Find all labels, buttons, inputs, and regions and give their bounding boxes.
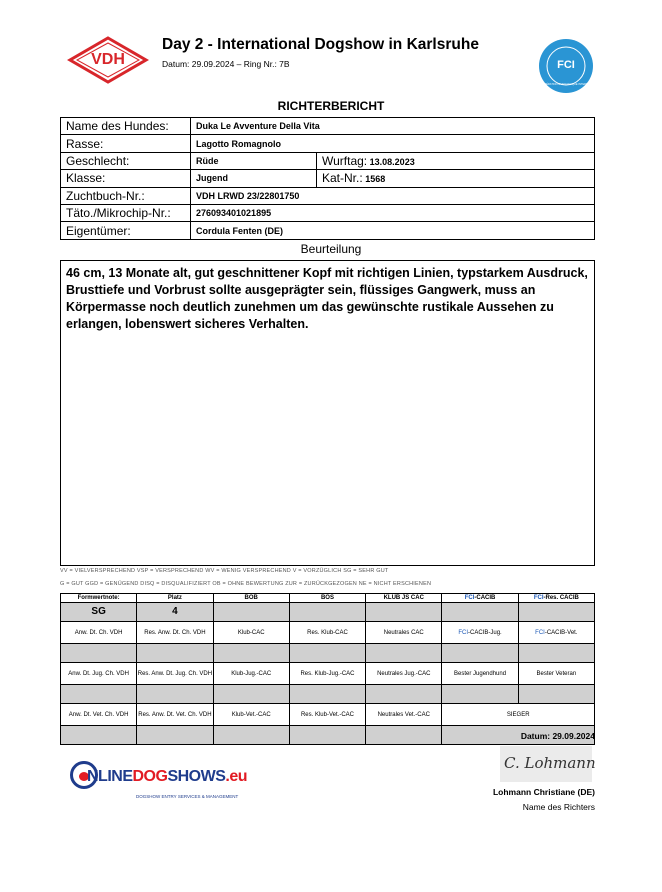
grid-cell [442,644,518,663]
page-title: Day 2 - International Dogshow in Karlsruhe [162,36,479,53]
header-cacib [442,594,518,603]
grid-cell [289,726,365,745]
grid-cell [366,685,442,704]
grid-cell [61,644,137,663]
grid-cell [518,685,594,704]
header-bos: BOS [289,594,365,603]
award-label: Bester Jugendhund [442,663,518,685]
legend-line-1: VV = VIELVERSPRECHEND VSP = VERSPRECHEND WV = WENIG VERSPRECHEND V = VORZÜGLICH SG = SEHR GUT [60,568,389,574]
judge-role: Name des Richters [522,802,595,812]
award-label: Klub-Jug.-CAC [213,663,289,685]
grade-value: SG [61,603,137,622]
grid-cell [518,644,594,663]
grid-cell [289,603,365,622]
award-label: -CACIB-Jug. [468,629,502,636]
award-label: Res. Klub-CAC [289,622,365,644]
grid-cell [442,685,518,704]
grid-cell [442,603,518,622]
grid-cell [366,603,442,622]
grid-cell [61,685,137,704]
catno-cell [317,170,595,187]
brand-part: DOG [132,768,168,785]
sex-label: Geschlecht: [61,152,191,169]
grid-cell [137,685,213,704]
brand-part: .eu [225,768,248,785]
studbook-number: VDH LRWD 23/22801750 [191,187,595,204]
fci-logo [538,38,601,94]
grid-cell [366,726,442,745]
fci-ring-text: FÉDÉRATION CYNOLOGIQUE INTERNATIONALE [541,83,601,86]
award-label: Bester Veteran [518,663,594,685]
grid-cell [137,726,213,745]
award-label: Anw. Dt. Vet. Ch. VDH [61,704,137,726]
award-label: Res. Anw. Dt. Ch. VDH [137,622,213,644]
grid-cell [289,644,365,663]
vdh-logo [68,36,148,84]
fci-prefix: FCI [458,629,469,636]
catno-label: Kat-Nr.: [322,171,363,186]
header-res-cacib [518,594,594,603]
onlinedogshows-logo [70,761,250,803]
award-label: Neutrales CAC [366,622,442,644]
legend-line-2: G = GUT GGD = GENÜGEND DISQ = DISQUALIFIZIERT OB = OHNE BEWERTUNG ZUR = ZURÜCKGEZOGEN NE = NICHT ERSCHIENEN [60,581,432,587]
grid-cell [518,603,594,622]
award-label: Res. Anw. Dt. Jug. Ch. VDH [137,663,213,685]
grid-cell [213,685,289,704]
dog-name: Duka Le Avventure Della Vita [191,118,595,135]
report-date: Datum: 29.09.2024 [520,731,595,741]
owner-name: Cordula Fenten (DE) [191,222,595,239]
award-label: Klub-CAC [213,622,289,644]
report-title: RICHTERBERICHT [277,99,385,113]
grid-cell [137,644,213,663]
award-label: Neutrales Jug.-CAC [366,663,442,685]
assessment-box [60,260,595,566]
fci-logo-text: FCI [557,59,575,71]
grid-cell [213,603,289,622]
award-label-cacib-vet [518,622,594,644]
fci-prefix: FCI [464,595,475,601]
name-label: Name des Hundes: [61,118,191,135]
fci-prefix: FCI [535,629,545,636]
award-label: Anw. Dt. Ch. VDH [61,622,137,644]
catalog-number: 1568 [365,174,386,185]
dog-class: Jugend [191,170,317,187]
header-klub-js-cac: KLUB JS CAC [366,594,442,603]
litter-date: 13.08.2023 [369,156,415,167]
grid-cell [366,644,442,663]
award-label: Res. Anw. Dt. Vet. Ch. VDH [137,704,213,726]
award-label: Anw. Dt. Jug. Ch. VDH [61,663,137,685]
signature: C. Lohmann [504,754,596,772]
award-label-cacib-jug [442,622,518,644]
award-label: Res. Klub-Vet.-CAC [289,704,365,726]
vdh-logo-text: VDH [91,51,125,68]
studbook-label: Zuchtbuch-Nr.: [61,187,191,204]
place-value: 4 [137,603,213,622]
award-label: Klub-Vet.-CAC [213,704,289,726]
brand-tagline: DOGSHOW ENTRY SERVICES & MANAGEMENT [136,794,239,799]
award-label: -CACIB-Vet. [544,629,578,636]
grid-cell [213,726,289,745]
owner-label: Eigentümer: [61,222,191,239]
chip-label: Täto./Mikrochip-Nr.: [61,204,191,221]
grid-cell [289,685,365,704]
grid-cell [61,726,137,745]
header-grade: Formwertnote: [61,594,137,603]
dog-info-table [60,117,595,240]
header-bob: BOB [213,594,289,603]
assessment-heading: Beurteilung [300,242,362,256]
award-grid [60,593,595,745]
award-label: Neutrales Vet.-CAC [366,704,442,726]
header-res-cacib-label: -Res. CACIB [543,595,579,601]
litter-label: Wurftag: [322,153,368,168]
chip-number: 276093401021895 [191,204,595,221]
class-label: Klasse: [61,170,191,187]
header-place: Platz [137,594,213,603]
assessment-text: 46 cm, 13 Monate alt, gut geschnittener Kopf mit richtigen Linien, typstarkem Ausdruck, Brusttiefe und Vorbrust sollte ausgeprägter sein, flüssiges Gangwerk, muss an Körpermasse noch deutlich zunehmen um das gewünschte rustikale Aussehen zu erlangen, lobenswert sicheres Verhalten. [66,266,588,331]
fci-prefix: FCI [533,595,544,601]
litter-cell [317,152,595,169]
dog-sex: Rüde [191,152,317,169]
header-cacib-label: -CACIB [474,595,496,601]
award-label: Res. Klub-Jug.-CAC [289,663,365,685]
breed-label: Rasse: [61,135,191,152]
grid-cell [213,644,289,663]
brand-part: NLINE [87,768,133,785]
award-label-sieger: SIEGER [442,704,595,726]
judge-name: Lohmann Christiane (DE) [492,787,595,797]
dog-breed: Lagotto Romagnolo [191,135,595,152]
signature-stamp [500,746,596,782]
brand-part: SHOWS [167,768,226,785]
show-date-ring: Datum: 29.09.2024 – Ring Nr.: 7B [162,59,290,69]
brand-wordmark [87,768,247,786]
